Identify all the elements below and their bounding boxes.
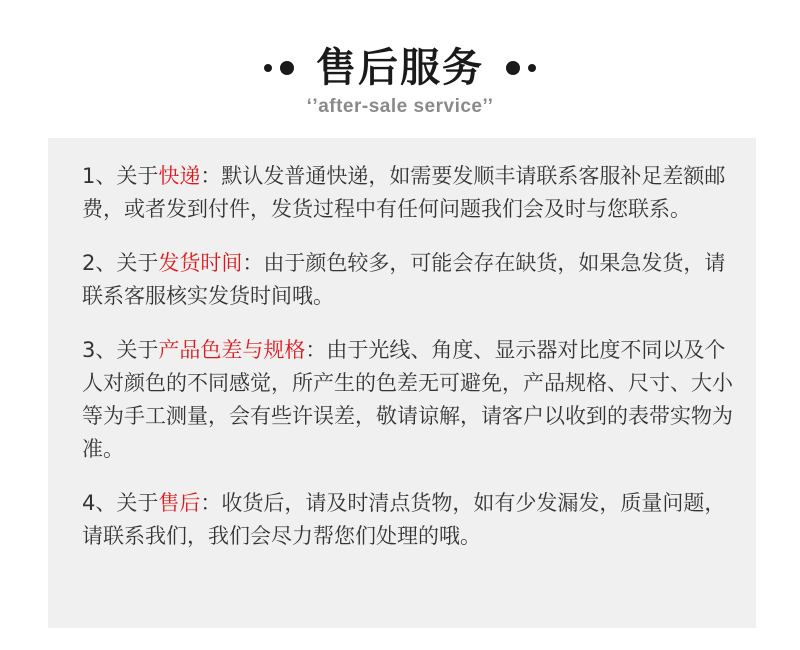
- service-item-delivery: [82, 160, 742, 226]
- item-prefix: 2、关于: [82, 251, 159, 275]
- item-colon: ：: [242, 251, 264, 275]
- item-colon: ：: [305, 338, 327, 362]
- item-highlight: 快递: [158, 164, 201, 188]
- item-colon: ：: [200, 491, 222, 515]
- service-info-panel: [48, 138, 756, 628]
- item-colon: ：: [200, 164, 222, 188]
- item-text: 默认发普通快递，如需要发顺丰请联系客服补足差额邮费，或者发到付件，发货过程中有任何问题我们会及时与您联系。: [82, 164, 726, 221]
- item-prefix: 3、关于: [82, 338, 159, 362]
- large-dot-icon: [506, 61, 520, 75]
- right-decoration-dots: [506, 61, 536, 75]
- page-subtitle: ‘’after-sale service’’: [306, 96, 494, 117]
- service-item-after-sale: [82, 487, 742, 553]
- page-title: 售后服务: [316, 45, 484, 91]
- item-highlight: 产品色差与规格: [158, 338, 306, 362]
- left-decoration-dots: [264, 61, 294, 75]
- item-prefix: 1、关于: [82, 164, 159, 188]
- item-highlight: 售后: [158, 491, 201, 515]
- item-prefix: 4、关于: [82, 491, 159, 515]
- service-items-list: [82, 160, 742, 574]
- item-text: 由于颜色较多，可能会存在缺货，如果急发货，请联系客服核实发货时间哦。: [82, 251, 726, 308]
- service-item-shipping-time: [82, 247, 742, 313]
- large-dot-icon: [280, 61, 294, 75]
- item-highlight: 发货时间: [158, 251, 243, 275]
- item-text: 由于光线、角度、显示器对比度不同以及个人对颜色的不同感觉，所产生的色差无可避免，产品规格、尺寸、大小等为手工测量，会有些许误差，敬请谅解，请客户以收到的表带实物为准。: [82, 338, 733, 461]
- service-item-color-spec: [82, 334, 742, 466]
- item-text: 收货后，请及时清点货物，如有少发漏发，质量问题，请联系我们，我们会尽力帮您们处理的哦。: [82, 491, 726, 548]
- section-header: [0, 38, 800, 98]
- small-dot-icon: [264, 64, 272, 72]
- small-dot-icon: [528, 64, 536, 72]
